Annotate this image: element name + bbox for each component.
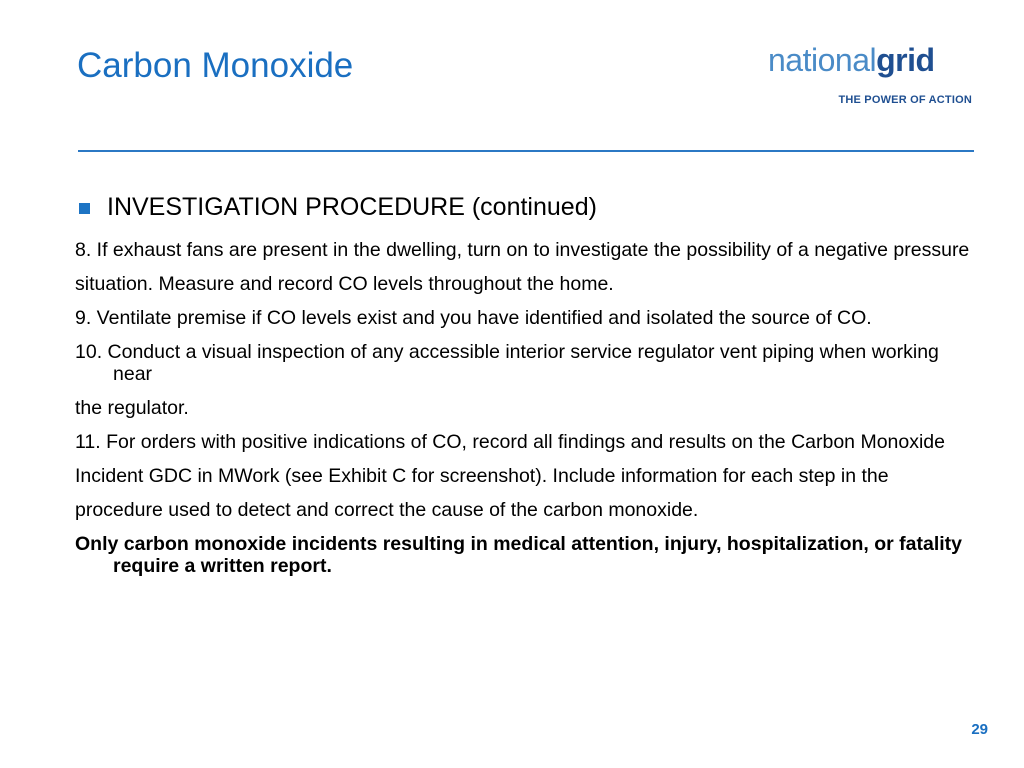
slide-title: Carbon Monoxide [77, 46, 354, 85]
paragraph: 9. Ventilate premise if CO levels exist and you have identified and isolated the source of CO. [75, 307, 872, 329]
logo-tagline: THE POWER OF ACTION [838, 94, 972, 106]
paragraph: 11. For orders with positive indications of CO, record all findings and results on the Carbon Monoxide [75, 431, 945, 453]
logo-word-bold: grid [876, 42, 935, 78]
title-divider [78, 150, 974, 152]
slide-body [75, 239, 975, 589]
paragraph: procedure used to detect and correct the cause of the carbon monoxide. [75, 499, 699, 521]
paragraph: the regulator. [75, 397, 189, 419]
paragraph: 10. Conduct a visual inspection of any accessible interior service regulator vent piping when working near [75, 341, 939, 385]
logo-word-light: national [768, 42, 877, 78]
paragraph: Incident GDC in MWork (see Exhibit C for screenshot). Include information for each step in the [75, 465, 889, 487]
section-heading [79, 194, 597, 222]
paragraph: 8. If exhaust fans are present in the dwelling, turn on to investigate the possibility of a negative pressure [75, 239, 970, 261]
important-note: Only carbon monoxide incidents resulting in medical attention, injury, hospitalization, or fatality require a written report. [75, 533, 963, 577]
section-heading-text: INVESTIGATION PROCEDURE (continued) [107, 193, 597, 221]
paragraph: situation. Measure and record CO levels throughout the home. [75, 273, 614, 295]
logo-wordmark [768, 44, 974, 76]
national-grid-logo [768, 44, 974, 106]
square-bullet-icon [79, 203, 90, 214]
page-number: 29 [971, 721, 988, 738]
